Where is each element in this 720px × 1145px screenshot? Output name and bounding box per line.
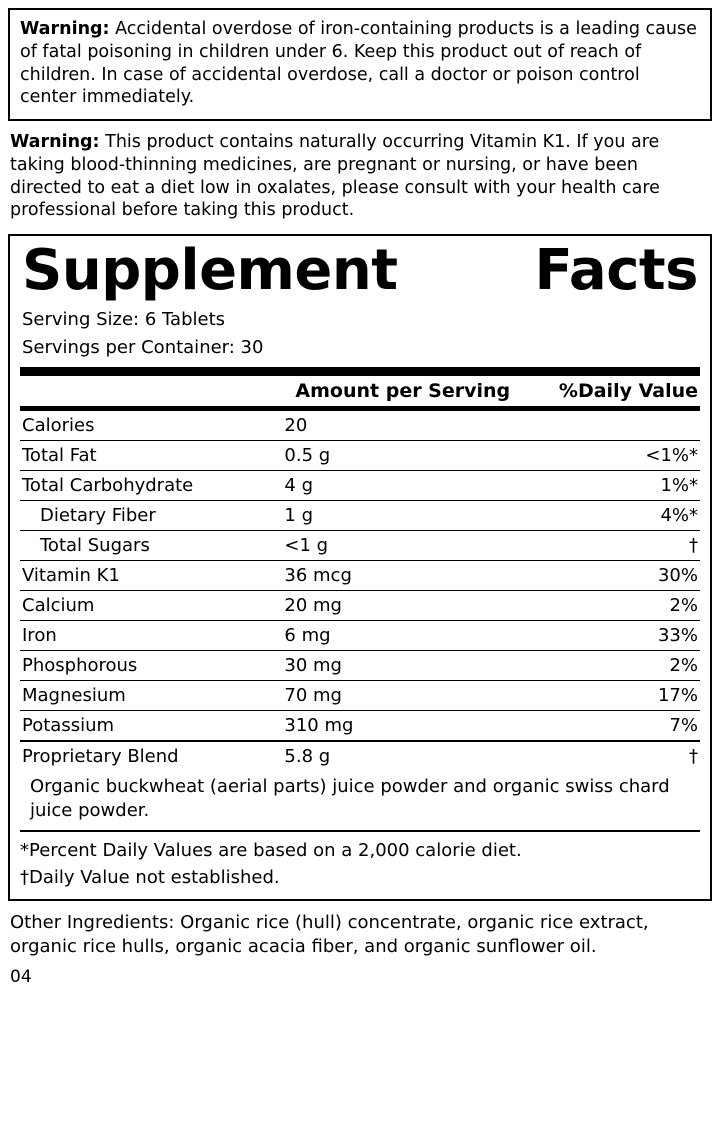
nutrient-dv xyxy=(523,411,700,441)
header-daily-value: %Daily Value xyxy=(558,379,698,402)
blend-description: Organic buckwheat (aerial parts) juice powder and organic swiss chard juice powder. xyxy=(30,775,670,821)
warning-iron-text xyxy=(20,18,700,109)
nutrient-name: Phosphorous xyxy=(20,650,278,680)
supplement-facts-panel xyxy=(8,234,712,901)
table-row xyxy=(20,560,700,590)
nutrient-dv: 30% xyxy=(523,560,700,590)
table-row xyxy=(20,650,700,680)
nutrient-amount: 20 mg xyxy=(278,590,523,620)
blend-amount: 5.8 g xyxy=(278,741,523,771)
nutrient-amount: 36 mcg xyxy=(278,560,523,590)
nutrient-name: Calories xyxy=(22,414,95,436)
proprietary-blend-description-row xyxy=(20,771,700,827)
nutrient-amount: 0.5 g xyxy=(278,440,523,470)
nutrient-dv: 1%* xyxy=(523,470,700,500)
blend-name: Proprietary Blend xyxy=(20,741,278,771)
warning-iron-body: Accidental overdose of iron-containing products is a leading cause of fatal poisoning in children under 6. Keep this product out of reach of children. In case of accidental overdose, call a doctor or poison control center immediately. xyxy=(20,19,697,108)
nutrient-amount: 30 mg xyxy=(278,650,523,680)
table-header-row xyxy=(20,376,700,406)
nutrient-amount: 20 xyxy=(284,414,308,436)
serving-size: Serving Size: 6 Tablets xyxy=(22,308,226,330)
table-row xyxy=(20,710,700,741)
divider-thick-top xyxy=(20,367,700,376)
nutrition-table xyxy=(20,376,700,406)
table-row xyxy=(20,530,700,560)
footnote-daily-values: *Percent Daily Values are based on a 2,000 calorie diet. xyxy=(20,840,522,862)
table-row xyxy=(20,411,700,441)
nutrient-amount: <1 g xyxy=(278,530,523,560)
nutrient-amount: 310 mg xyxy=(278,710,523,741)
header-amount-per-serving: Amount per Serving xyxy=(295,379,511,402)
table-row xyxy=(20,620,700,650)
blend-dv: † xyxy=(523,741,700,771)
servings-per-container: Servings per Container: 30 xyxy=(22,336,264,358)
table-row xyxy=(20,440,700,470)
nutrient-name: Calcium xyxy=(20,590,278,620)
nutrient-amount: 70 mg xyxy=(278,680,523,710)
header-blank xyxy=(20,376,278,406)
nutrient-name: Potassium xyxy=(20,710,278,741)
nutrient-amount: 4 g xyxy=(278,470,523,500)
label-code: 04 xyxy=(10,967,32,988)
nutrient-name: Vitamin K1 xyxy=(20,560,278,590)
footnote-dagger: †Daily Value not established. xyxy=(20,866,280,888)
warning-vitamin-k1 xyxy=(8,131,712,222)
nutrient-dv: 33% xyxy=(523,620,700,650)
table-row xyxy=(20,680,700,710)
proprietary-blend-row xyxy=(20,741,700,771)
nutrient-amount: 6 mg xyxy=(278,620,523,650)
nutrient-dv: 7% xyxy=(523,710,700,741)
warning-k1-body: This product contains naturally occurring Vitamin K1. If you are taking blood-thinning medicines, are pregnant or nursing, or have been directed to eat a diet low in oxalates, please consult with your health care professional before taking this product. xyxy=(10,132,660,221)
supplement-facts-title-right: Facts xyxy=(534,238,698,303)
footnotes xyxy=(20,830,700,890)
nutrient-dv: 17% xyxy=(523,680,700,710)
nutrient-rows-table xyxy=(20,411,700,827)
nutrient-name: Iron xyxy=(20,620,278,650)
nutrient-dv: 4%* xyxy=(523,500,700,530)
nutrient-dv: <1%* xyxy=(523,440,700,470)
table-row xyxy=(20,470,700,500)
table-row xyxy=(20,500,700,530)
warning-k1-label: Warning: xyxy=(10,132,100,152)
nutrient-dv: 2% xyxy=(523,650,700,680)
nutrient-name: Dietary Fiber xyxy=(20,500,278,530)
nutrient-name: Total Sugars xyxy=(20,530,278,560)
warning-box-iron xyxy=(8,8,712,121)
nutrient-name: Magnesium xyxy=(20,680,278,710)
warning-iron-label: Warning: xyxy=(20,19,110,39)
nutrient-name: Total Fat xyxy=(20,440,278,470)
nutrient-amount: 1 g xyxy=(278,500,523,530)
nutrient-name: Total Carbohydrate xyxy=(20,470,278,500)
other-ingredients: Other Ingredients: Organic rice (hull) concentrate, organic rice extract, organic rice hulls, organic acacia fiber, and organic sunflower oil. xyxy=(10,911,649,957)
nutrient-dv: 2% xyxy=(523,590,700,620)
nutrient-dv: † xyxy=(523,530,700,560)
table-row xyxy=(20,590,700,620)
supplement-facts-title xyxy=(20,240,700,303)
supplement-facts-title-left: Supplement xyxy=(22,238,398,303)
